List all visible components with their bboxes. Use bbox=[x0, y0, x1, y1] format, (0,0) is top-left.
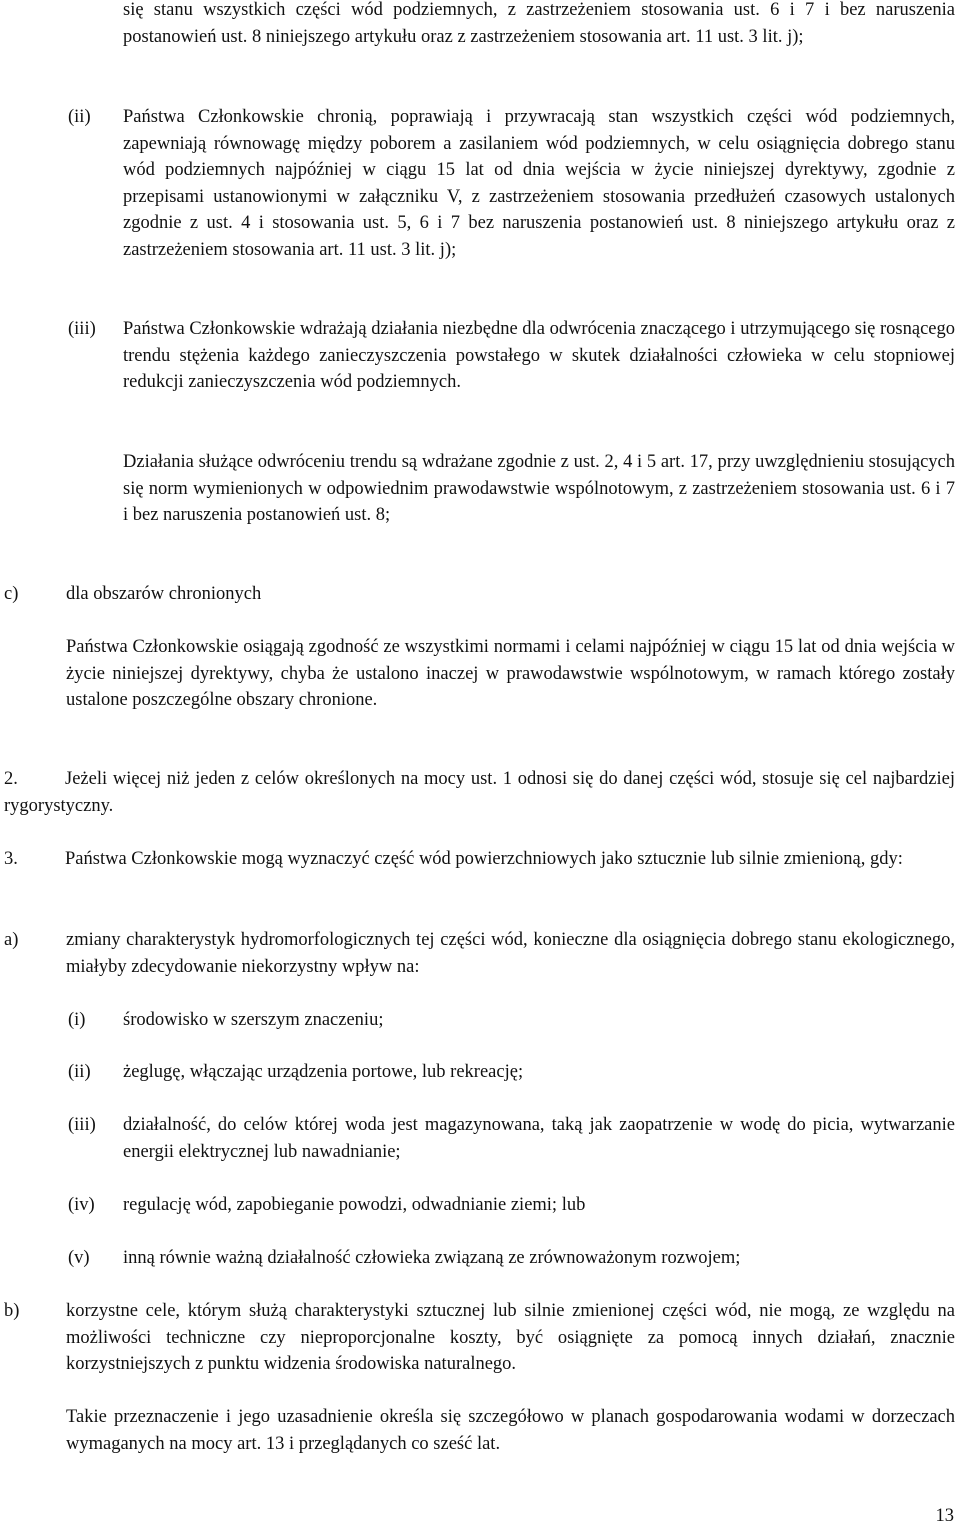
page-number: 13 bbox=[935, 1506, 954, 1526]
item-iii-label: (iii) bbox=[68, 319, 96, 339]
item-c-heading: dla obszarów chronionych bbox=[66, 584, 262, 604]
paragraph-3-label: 3. bbox=[4, 849, 18, 869]
continuation-text: się stanu wszystkich części wód podziemnych, z zastrzeżeniem stosowania ust. 6 i 7 i bez naruszenia postanowień ust. 8 niniejszego artykułu oraz z zastrzeżeniem stosowania art. 11 ust. 3 lit. j); bbox=[123, 0, 955, 47]
subitem-iii-text: działalność, do celów której woda jest magazynowana, taką jak zaopatrzenie w wodę do picia, wytwarzanie energii elektrycznej lub nawadnianie; bbox=[123, 1115, 955, 1162]
paragraph-2-label: 2. bbox=[4, 769, 18, 789]
item-ii-text: Państwa Członkowskie chronią, poprawiają i przywracają stan wszystkich części wód podziemnych, zapewniają równowagę między poborem a zasilaniem wód podziemnych, w celu osiągnięcia dobrego stanu wód podziemnych najpóźniej w ciągu 15 lat od dnia wejścia w życie niniejszej dyrektywy, zgodnie z przepisami ustanowionymi w załączniku V, z zastrzeżeniem stosowania przedłużeń czasowych ustalonych zgodnie z ust. 4 i stosowania ust. 5, 6 i 7 bez naruszenia postanowień ust. 8 niniejszego artykułu oraz z zastrzeżeniem stosowania art. 11 ust. 3 lit. j); bbox=[123, 107, 955, 260]
item-iii-text2: Działania służące odwróceniu trendu są wdrażane zgodnie z ust. 2, 4 i 5 art. 17, przy uwzględnieniu stosujących się norm wymienionych w odpowiednim prawodawstwie wspólnotowym, z zastrzeżeniem stosowania ust. 6 i 7 i bez naruszenia postanowień ust. 8; bbox=[123, 452, 955, 525]
item-b-text2: Takie przeznaczenie i jego uzasadnienie określa się szczegółowo w planach gospodarowania wodami w dorzeczach wymaganych na mocy art. 13 i przeglądanych co sześć lat. bbox=[66, 1407, 955, 1454]
subitem-iv-text: regulację wód, zapobieganie powodzi, odwadnianie ziemi; lub bbox=[123, 1195, 586, 1215]
subitem-ii-text: żeglugę, włączając urządzenia portowe, lub rekreację; bbox=[123, 1062, 524, 1082]
item-a-label: a) bbox=[4, 930, 19, 950]
subitem-v-text: inną równie ważną działalność człowieka związaną ze zrównoważonym rozwojem; bbox=[123, 1248, 741, 1268]
item-ii-label: (ii) bbox=[68, 107, 91, 127]
subitem-ii-label: (ii) bbox=[68, 1062, 91, 1082]
paragraph-3-text: Państwa Członkowskie mogą wyznaczyć część wód powierzchniowych jako sztucznie lub silnie zmienioną, gdy: bbox=[65, 849, 903, 869]
paragraph-2-text: Jeżeli więcej niż jeden z celów określonych na mocy ust. 1 odnosi się do danej części wód, stosuje się cel najbardziej rygorystyczny. bbox=[4, 769, 955, 816]
subitem-v-label: (v) bbox=[68, 1248, 90, 1268]
item-b-label: b) bbox=[4, 1301, 20, 1321]
item-c-text: Państwa Członkowskie osiągają zgodność ze wszystkimi normami i celami najpóźniej w ciągu 15 lat od dnia wejścia w życie niniejszej dyrektywy, chyba że ustalono inaczej w prawodawstwie wspólnotowym, w ramach którego zostały ustalone poszczególne obszary chronione. bbox=[66, 637, 955, 710]
item-iii-text: Państwa Członkowskie wdrażają działania niezbędne dla odwrócenia znaczącego i utrzymującego się rosnącego trendu stężenia każdego zanieczyszczenia powstałego w skutek działalności człowieka w celu stopniowej redukcji zanieczyszczenia wód podziemnych. bbox=[123, 319, 955, 392]
item-b-text: korzystne cele, którym służą charakterystyki sztucznej lub silnie zmienionej części wód, nie mogą, ze względu na możliwości techniczne czy nieproporcjonalne koszty, być osiągnięte za pomocą innych działań, znacznie korzystniejszych z punktu widzenia środowiska naturalnego. bbox=[66, 1301, 955, 1374]
item-c-label: c) bbox=[4, 584, 19, 604]
subitem-iv-label: (iv) bbox=[68, 1195, 95, 1215]
subitem-i-label: (i) bbox=[68, 1010, 86, 1030]
subitem-i-text: środowisko w szerszym znaczeniu; bbox=[123, 1010, 384, 1030]
subitem-iii-label: (iii) bbox=[68, 1115, 96, 1135]
item-a-text: zmiany charakterystyk hydromorfologicznych tej części wód, konieczne dla osiągnięcia dobrego stanu ekologicznego, miałyby zdecydowanie niekorzystny wpływ na: bbox=[66, 930, 955, 977]
